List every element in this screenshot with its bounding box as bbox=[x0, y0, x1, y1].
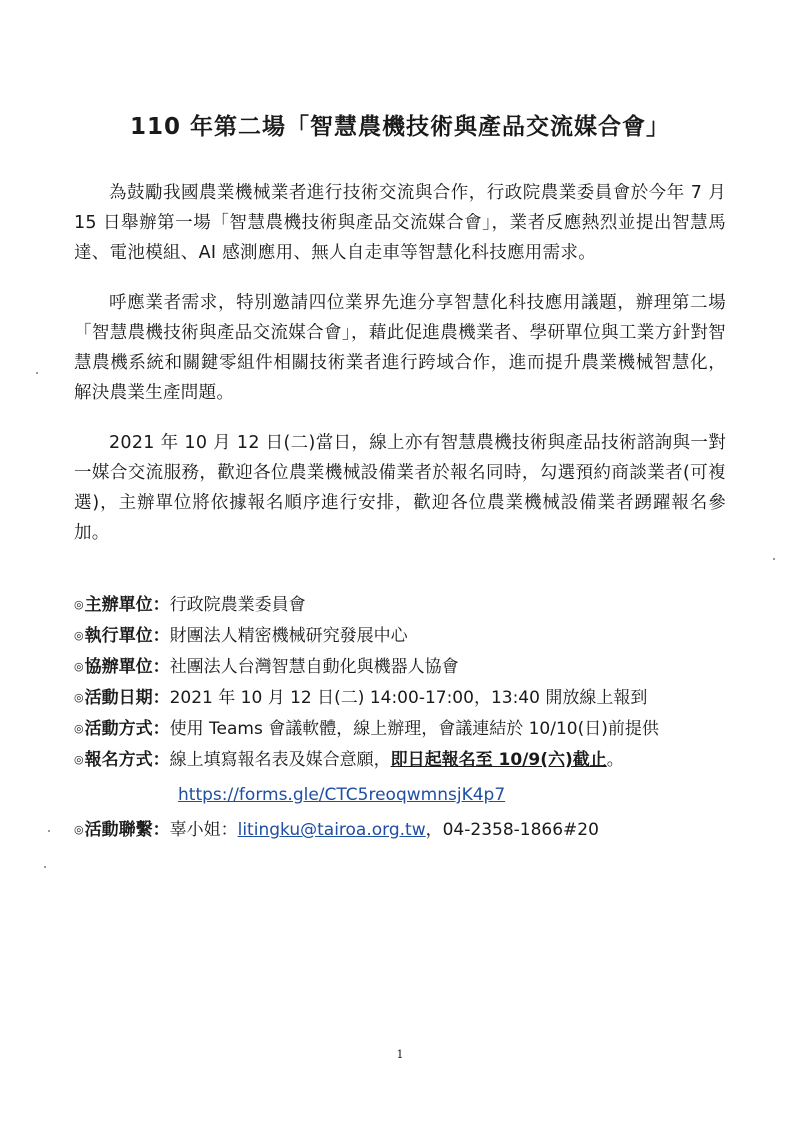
scan-speck bbox=[773, 558, 775, 560]
bullet-icon: ◎ bbox=[74, 753, 84, 766]
contact-email-link[interactable]: litingku@tairoa.org.tw bbox=[237, 820, 426, 840]
paragraph-intro: 為鼓勵我國農業機械業者進行技術交流與合作，行政院農業委員會於今年 7 月 15 日舉辦第一場「智慧農機技術與產品交流媒合會」，業者反應熱烈並提出智慧馬達、電池模組、AI 感測應用、無人自走車等智慧化科技應用需求。 bbox=[74, 183, 726, 263]
format-label: 活動方式： bbox=[84, 719, 170, 739]
organizer-label: 主辦單位： bbox=[84, 595, 170, 615]
date-value: 2021 年 10 月 12 日(二) 14:00-17:00，13:40 開放線上報到 bbox=[169, 688, 648, 708]
executor-label: 執行單位： bbox=[84, 626, 170, 646]
info-co-organizer bbox=[74, 652, 459, 682]
paragraph-purpose: 呼應業者需求，特別邀請四位業界先進分享智慧化科技應用議題，辦理第二場「智慧農機技術與產品交流媒合會」，藉此促進農機業者、學研單位與工業方針對智慧農機系統和關鍵零組件相關技術業者進行跨域合作，進而提升農業機械智慧化，解決農業生產問題。 bbox=[74, 293, 726, 403]
bullet-icon: ◎ bbox=[74, 660, 84, 673]
scan-speck bbox=[44, 866, 46, 868]
scan-speck bbox=[48, 830, 50, 832]
registration-end: 。 bbox=[606, 750, 624, 770]
bullet-icon: ◎ bbox=[74, 598, 84, 611]
format-value: 使用 Teams 會議軟體，線上辦理，會議連結於 10/10(日)前提供 bbox=[169, 719, 659, 739]
registration-url-link[interactable]: https://forms.gle/CTC5reoqwmnsjK4p7 bbox=[178, 785, 506, 805]
info-executor bbox=[74, 621, 408, 651]
registration-label: 報名方式： bbox=[84, 750, 170, 770]
paragraph-matchmaking: 2021 年 10 月 12 日(二)當日，線上亦有智慧農機技術與產品技術諮詢與一對一媒合交流服務，歡迎各位農業機械設備業者於報名同時，勾選預約商談業者(可複選)，主辦單位將依據報名順序進行安排，歡迎各位農業機械設備業者踴躍報名參加。 bbox=[74, 433, 726, 543]
document-title: 110 年第二場「智慧農機技術與產品交流媒合會」 bbox=[129, 114, 671, 140]
registration-value: 線上填寫報名表及媒合意願， bbox=[169, 750, 391, 770]
registration-deadline: 即日起報名至 10/9(六)截止 bbox=[390, 750, 607, 770]
bullet-icon: ◎ bbox=[74, 722, 84, 735]
scan-speck bbox=[36, 372, 38, 374]
co-organizer-value: 社團法人台灣智慧自動化與機器人協會 bbox=[169, 657, 459, 677]
info-format bbox=[74, 714, 659, 744]
info-organizer bbox=[74, 590, 306, 620]
info-contact bbox=[74, 815, 599, 845]
info-registration bbox=[74, 745, 624, 775]
bullet-icon: ◎ bbox=[74, 691, 84, 704]
bullet-icon: ◎ bbox=[74, 823, 84, 836]
page-number: 1 bbox=[396, 1048, 404, 1061]
info-date bbox=[74, 683, 647, 713]
co-organizer-label: 協辦單位： bbox=[84, 657, 170, 677]
executor-value: 財團法人精密機械研究發展中心 bbox=[169, 626, 408, 646]
registration-url-row bbox=[178, 780, 505, 810]
contact-name: 辜小姐： bbox=[169, 820, 238, 840]
date-label: 活動日期： bbox=[84, 688, 170, 708]
organizer-value: 行政院農業委員會 bbox=[169, 595, 306, 615]
contact-phone: ，04-2358-1866#20 bbox=[425, 820, 599, 840]
bullet-icon: ◎ bbox=[74, 629, 84, 642]
contact-label: 活動聯繫： bbox=[84, 820, 170, 840]
